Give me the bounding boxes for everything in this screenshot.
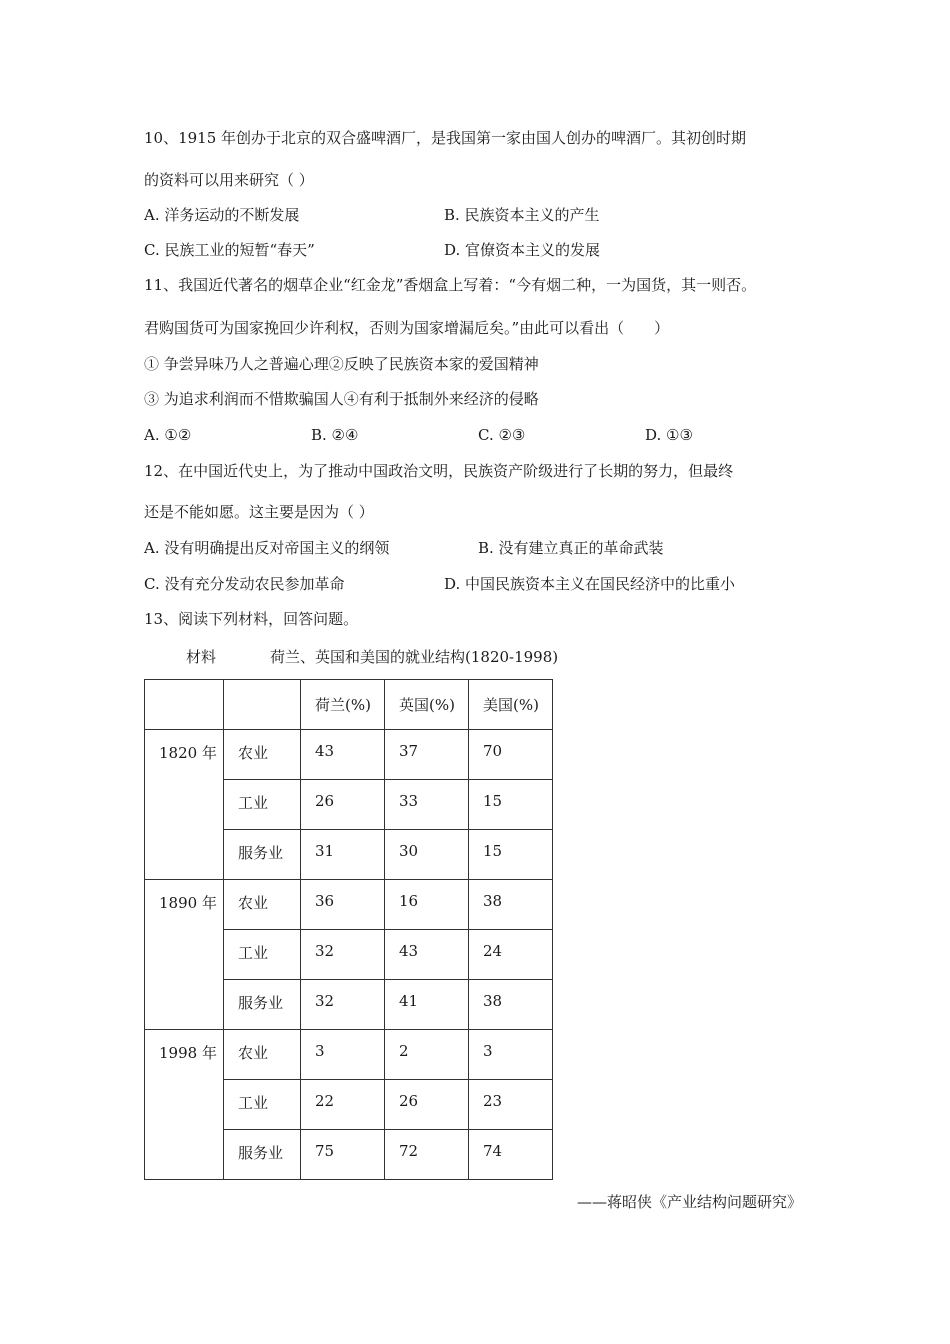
value-cell: 74 xyxy=(469,1130,553,1180)
q11-stem-line1: 11、我国近代著名的烟草企业“红金龙”香烟盒上写着：“今有烟二种，一为国货，其一则否。 xyxy=(144,276,757,294)
q12-option-a: A. 没有明确提出反对帝国主义的纲领 xyxy=(144,539,390,557)
value-cell: 15 xyxy=(469,780,553,830)
value-cell: 15 xyxy=(469,830,553,880)
source-citation: ——蒋昭侠《产业结构问题研究》 xyxy=(576,1193,802,1211)
q11-option-a: A. ①② xyxy=(144,426,192,444)
sector-cell: 工业 xyxy=(224,1080,301,1130)
header-cell: 荷兰(%) xyxy=(301,680,385,730)
employment-table xyxy=(144,679,553,1180)
q11-stem-line2: 君购国货可为国家挽回少许利权，否则为国家增漏卮矣。”由此可以看出（ ） xyxy=(144,319,670,337)
value-cell: 38 xyxy=(469,980,553,1030)
value-cell: 26 xyxy=(385,1080,469,1130)
table-header-row xyxy=(145,680,553,730)
q10-stem-line1: 10、1915 年创办于北京的双合盛啤酒厂，是我国第一家由国人创办的啤酒厂。其初创时期 xyxy=(144,129,747,147)
table-row xyxy=(145,730,553,780)
value-cell: 26 xyxy=(301,780,385,830)
value-cell: 36 xyxy=(301,880,385,930)
value-cell: 2 xyxy=(385,1030,469,1080)
q11-option-c: C. ②③ xyxy=(478,426,526,444)
value-cell: 43 xyxy=(301,730,385,780)
q10-option-c: C. 民族工业的短暂“春天” xyxy=(144,241,315,259)
value-cell: 22 xyxy=(301,1080,385,1130)
material-label: 材料 xyxy=(186,648,217,666)
sector-cell: 农业 xyxy=(224,880,301,930)
sector-cell: 农业 xyxy=(224,730,301,780)
value-cell: 70 xyxy=(469,730,553,780)
value-cell: 32 xyxy=(301,930,385,980)
q12-option-d: D. 中国民族资本主义在国民经济中的比重小 xyxy=(444,575,736,593)
value-cell: 30 xyxy=(385,830,469,880)
q10-stem-line2: 的资料可以用来研究（ ） xyxy=(144,171,314,189)
value-cell: 3 xyxy=(469,1030,553,1080)
q11-item-line1: ① 争尝异味乃人之普遍心理②反映了民族资本家的爱国精神 xyxy=(144,355,539,373)
value-cell: 41 xyxy=(385,980,469,1030)
header-cell: 英国(%) xyxy=(385,680,469,730)
q10-option-b: B. 民族资本主义的产生 xyxy=(444,206,600,224)
q10-option-a: A. 洋务运动的不断发展 xyxy=(144,206,300,224)
value-cell: 72 xyxy=(385,1130,469,1180)
value-cell: 43 xyxy=(385,930,469,980)
q10-option-d: D. 官僚资本主义的发展 xyxy=(444,241,601,259)
value-cell: 23 xyxy=(469,1080,553,1130)
value-cell: 16 xyxy=(385,880,469,930)
q12-stem-line2: 还是不能如愿。这主要是因为（ ） xyxy=(144,503,374,521)
q11-option-b: B. ②④ xyxy=(311,426,359,444)
value-cell: 31 xyxy=(301,830,385,880)
year-cell: 1998 年 xyxy=(145,1030,224,1180)
sector-cell: 服务业 xyxy=(224,980,301,1030)
value-cell: 32 xyxy=(301,980,385,1030)
sector-cell: 工业 xyxy=(224,780,301,830)
q12-option-c: C. 没有充分发动农民参加革命 xyxy=(144,575,345,593)
value-cell: 24 xyxy=(469,930,553,980)
value-cell: 75 xyxy=(301,1130,385,1180)
q13-stem: 13、阅读下列材料，回答问题。 xyxy=(144,610,359,628)
q12-option-b: B. 没有建立真正的革命武装 xyxy=(478,539,664,557)
value-cell: 37 xyxy=(385,730,469,780)
year-cell: 1820 年 xyxy=(145,730,224,880)
year-cell: 1890 年 xyxy=(145,880,224,1030)
header-cell xyxy=(145,680,224,730)
table-row xyxy=(145,880,553,930)
q12-stem-line1: 12、在中国近代史上，为了推动中国政治文明，民族资产阶级进行了长期的努力，但最终 xyxy=(144,462,734,480)
table-row xyxy=(145,1030,553,1080)
sector-cell: 农业 xyxy=(224,1030,301,1080)
sector-cell: 工业 xyxy=(224,930,301,980)
table-title: 荷兰、英国和美国的就业结构(1820-1998) xyxy=(270,648,559,666)
header-cell: 美国(%) xyxy=(469,680,553,730)
q11-option-d: D. ①③ xyxy=(645,426,693,444)
value-cell: 3 xyxy=(301,1030,385,1080)
sector-cell: 服务业 xyxy=(224,830,301,880)
value-cell: 38 xyxy=(469,880,553,930)
sector-cell: 服务业 xyxy=(224,1130,301,1180)
q11-item-line2: ③ 为追求利润而不惜欺骗国人④有利于抵制外来经济的侵略 xyxy=(144,390,539,408)
header-cell xyxy=(224,680,301,730)
value-cell: 33 xyxy=(385,780,469,830)
